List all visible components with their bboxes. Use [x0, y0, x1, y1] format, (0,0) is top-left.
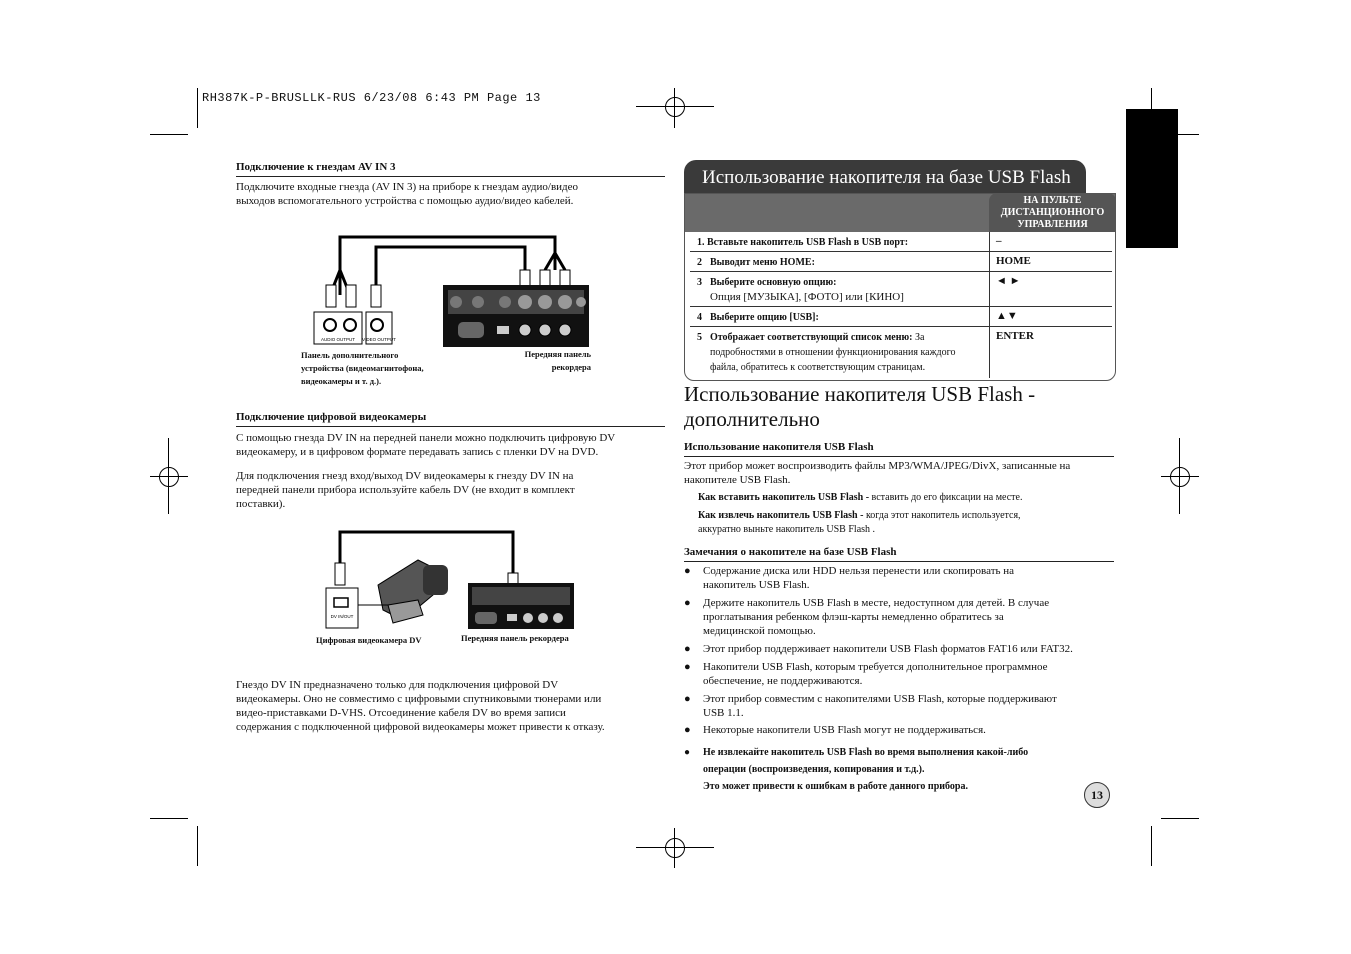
dv-connection-diagram [318, 525, 578, 635]
language-tab [1126, 109, 1178, 248]
crop-mark [150, 818, 188, 819]
step-3-num: 3 [697, 277, 702, 288]
dv-note: Гнездо DV IN предназначено только для подключения цифровой DV видеокамеры. Оно не совместимо с цифровыми спутниковыми тюнерами или видео-приставками D-VHS. Отсоединение кабеля DV во время записи содержания с подключенной цифровой видеокамеры может привести к отказу. [236, 679, 605, 733]
step-2: Выводит меню HOME: [710, 257, 815, 268]
divider [236, 176, 665, 177]
registration-line [168, 438, 169, 514]
dv-heading: Подключение цифровой видеокамеры [236, 411, 427, 423]
fig1-left-caption: Панель дополнительного устройства (видеомагнитофона, видеокамеры и т. д.). [301, 350, 424, 386]
divider [684, 456, 1114, 457]
registration-line [674, 828, 675, 868]
crop-mark [150, 134, 188, 135]
av-in3-heading: Подключение к гнездам AV IN 3 [236, 161, 396, 173]
step-2-key: HOME [996, 255, 1031, 267]
registration-mark [1170, 467, 1190, 487]
registration-mark [665, 97, 685, 117]
step-5-key: ENTER [996, 330, 1034, 342]
fig2-left-caption: Цифровая видеокамера DV [316, 635, 422, 645]
registration-line [150, 476, 188, 477]
column-divider [989, 232, 990, 378]
video-output-label: VIDEO OUTPUT [362, 337, 396, 342]
av-connection-diagram [300, 225, 595, 355]
usb-use-text: Этот прибор может воспроизводить файлы MP3/WMA/JPEG/DivX, записанные на накопителе USB Flash. [684, 460, 1071, 486]
step-5: Отображает соответствующий список меню: За подробностями в отношении функционирования каждого файла, обратитесь к соответствующим страницам. [710, 332, 956, 373]
step-4: Выберите опцию [USB]: [710, 312, 819, 323]
row-divider [690, 326, 1112, 327]
page-number: 13 [1084, 782, 1110, 808]
registration-line [636, 847, 714, 848]
crop-mark [1151, 826, 1152, 866]
divider [684, 561, 1114, 562]
step-3-key: ◄ ► [996, 275, 1021, 287]
row-divider [690, 251, 1112, 252]
dv-text-1: С помощью гнезда DV IN на передней панели можно подключить цифровую DV видеокамеру, и в цифровом формате передавать запись с пленки DV на DVD. [236, 432, 616, 458]
registration-line [674, 88, 675, 128]
usb-panel-title: Использование накопителя на базе USB Flash [684, 160, 1086, 194]
row-divider [690, 271, 1112, 272]
usb-notes-heading: Замечания о накопителе на базе USB Flash [684, 546, 897, 558]
registration-line [1161, 476, 1199, 477]
step-1: 1. Вставьте накопитель USB Flash в USB порт: [697, 237, 909, 248]
registration-mark [665, 838, 685, 858]
row-divider [690, 306, 1112, 307]
step-5-num: 5 [697, 332, 702, 343]
step-3-options: Опция [МУЗЫКА], [ФОТО] или [КИНО] [710, 291, 904, 303]
dv-in-out-label: DV IN/OUT [330, 614, 354, 619]
fig2-right-caption: Передняя панель рекордера [461, 633, 569, 643]
crop-mark [1161, 818, 1199, 819]
step-4-num: 4 [697, 312, 702, 323]
step-3: Выберите основную опцию: [710, 277, 837, 288]
dv-text-2: Для подключения гнезд вход/выход DV видеокамеры к гнезду DV IN на передней панели прибора используйте кабель DV (не входит в комплект поставки). [236, 470, 575, 510]
fig1-right-caption: Передняя панель рекордера [524, 349, 591, 372]
section-title: Использование накопителя USB Flash - дополнительно [684, 382, 1036, 431]
crop-mark [197, 826, 198, 866]
crop-mark [197, 88, 198, 128]
registration-line [636, 106, 714, 107]
step-4-key: ▲▼ [996, 310, 1018, 322]
usb-remove: Как извлечь накопитель USB Flash - когда этот накопитель используется, аккуратно выньте накопитель USB Flash . [698, 510, 1021, 535]
divider [236, 426, 665, 427]
usb-use-heading: Использование накопителя USB Flash [684, 441, 874, 453]
av-in3-text: Подключите входные гнезда (AV IN 3) на приборе к гнездам аудио/видео выходов вспомогательного устройства с помощью аудио/видео кабелей. [236, 181, 579, 207]
registration-line [1179, 438, 1180, 514]
print-header: RH387K-P-BRUSLLK-RUS 6/23/08 6:43 PM Page 13 [202, 91, 541, 105]
step-2-num: 2 [697, 257, 702, 268]
usb-insert: Как вставить накопитель USB Flash - вставить до его фиксации на месте. [698, 492, 1023, 503]
audio-output-label: AUDIO OUTPUT [320, 337, 356, 342]
registration-mark [159, 467, 179, 487]
remote-header: НА ПУЛЬТЕ ДИСТАНЦИОННОГО УПРАВЛЕНИЯ [989, 193, 1116, 232]
step-1-key: – [996, 235, 1002, 247]
